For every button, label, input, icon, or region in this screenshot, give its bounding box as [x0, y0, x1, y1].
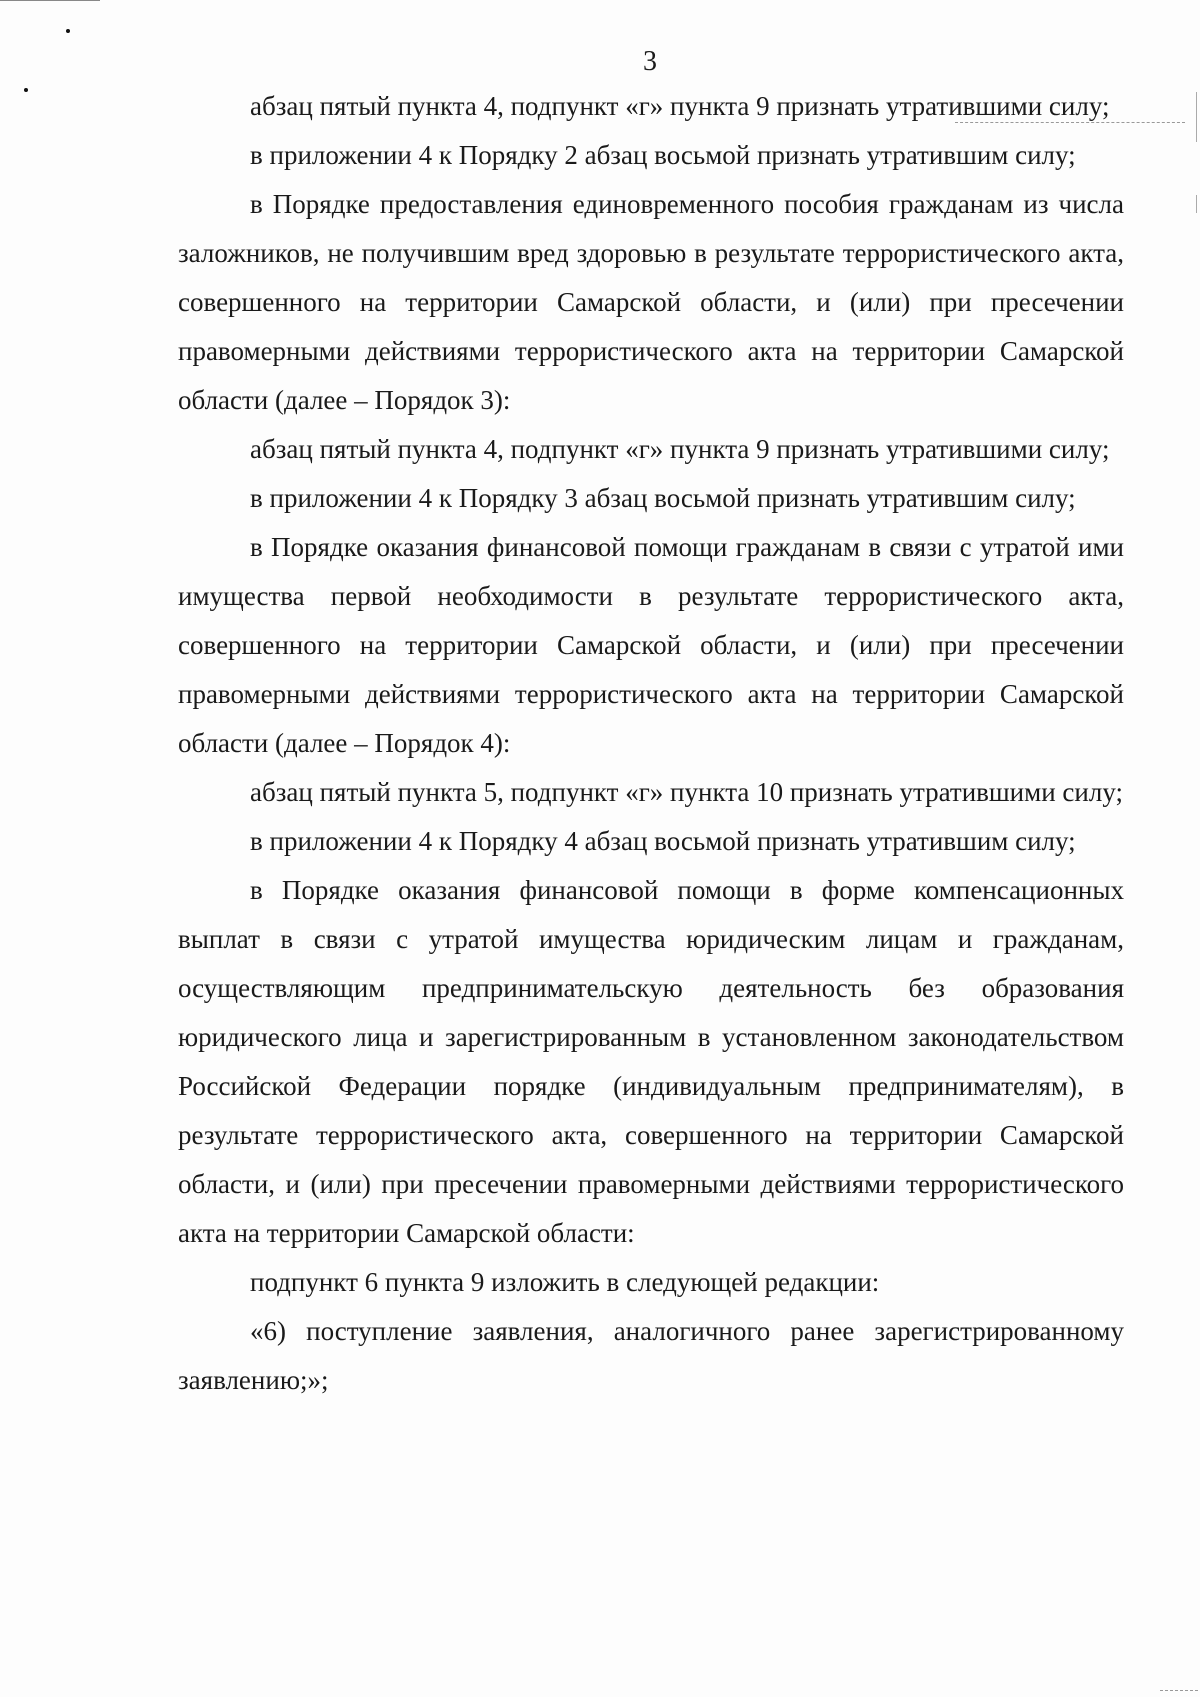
scan-edge-line: [1196, 195, 1197, 213]
paragraph: в приложении 4 к Порядку 2 абзац восьмой признать утратившим силу;: [250, 140, 1076, 170]
scan-speck: [66, 29, 70, 33]
paragraph: в Порядке оказания финансовой помощи в форме компенсационных выплат в связи с утратой имущества юридическим лицам и гражданам, осуществляющим предпринимательскую деятельность без образования юридического лица и зарегистрированным в установленном законодательством Российской Федерации порядке (индивидуальным предпринимателям), в результате террористического акта, совершенного на территории Самарской области, и (или) при пресечении правомерными действиями террористического акта на территории Самарской области:: [178, 875, 1124, 1248]
paragraph: в приложении 4 к Порядку 3 абзац восьмой признать утратившим силу;: [250, 483, 1076, 513]
paragraph: в Порядке предоставления единовременного пособия гражданам из числа заложников, не получившим вред здоровью в результате террористического акта, совершенного на территории Самарской области, и (или) при пресечении правомерными действиями террористического акта на территории Самарской области (далее – Порядок 3):: [178, 189, 1124, 415]
scan-dashed-artifact: [1160, 1690, 1198, 1692]
paragraph: абзац пятый пункта 4, подпункт «г» пункта 9 признать утратившими силу;: [250, 434, 1110, 464]
scan-speck: [24, 88, 28, 92]
paragraph: абзац пятый пункта 4, подпункт «г» пункта 9 признать утратившими силу;: [250, 91, 1110, 121]
scan-edge-line: [1196, 92, 1197, 142]
document-body: [178, 82, 1124, 1405]
paragraph: в Порядке оказания финансовой помощи гражданам в связи с утратой ими имущества первой необходимости в результате террористического акта, совершенного на территории Самарской области, и (или) при пресечении правомерными действиями террористического акта на территории Самарской области (далее – Порядок 4):: [178, 532, 1124, 758]
paragraph: абзац пятый пункта 5, подпункт «г» пункта 10 признать утратившими силу;: [250, 777, 1123, 807]
paragraph: в приложении 4 к Порядку 4 абзац восьмой признать утратившим силу;: [250, 826, 1076, 856]
paragraph: подпункт 6 пункта 9 изложить в следующей редакции:: [250, 1267, 880, 1297]
scan-edge-line: [0, 0, 100, 1]
paragraph: «6) поступление заявления, аналогичного ранее зарегистрированному заявлению;»;: [178, 1316, 1124, 1395]
page-number: 3: [643, 46, 657, 77]
